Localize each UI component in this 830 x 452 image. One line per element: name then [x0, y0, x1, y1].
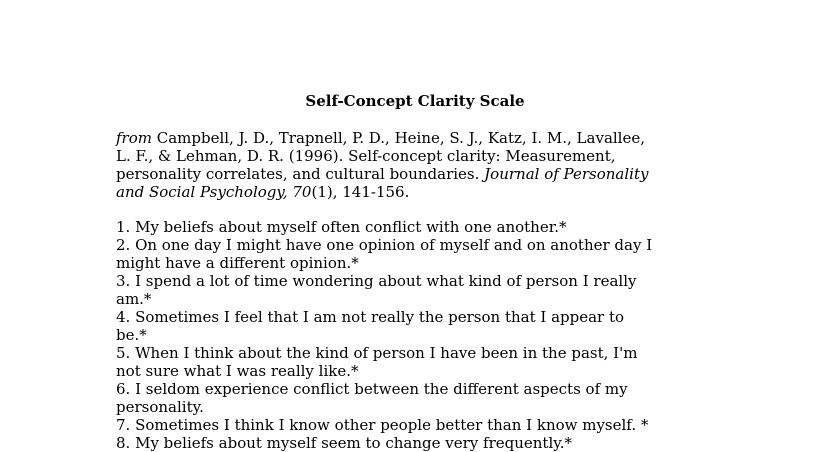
- item-line: be.*: [116, 326, 147, 344]
- item-line: 6. I seldom experience conflict between the different aspects of my: [116, 380, 628, 398]
- item-line: not sure what I was really like.*: [116, 362, 359, 380]
- citation-line-3: [116, 165, 676, 183]
- citation-title-part: personality correlates, and cultural boundaries.: [116, 165, 485, 183]
- citation-line-2: L. F., & Lehman, D. R. (1996). Self-concept clarity: Measurement,: [116, 147, 616, 165]
- item-line: am.*: [116, 290, 152, 308]
- citation-journal-part-1: Journal of Personality: [484, 165, 649, 183]
- item-line: personality.: [116, 398, 204, 416]
- item-line: might have a different opinion.*: [116, 254, 359, 272]
- citation-authors: Campbell, J. D., Trapnell, P. D., Heine, S. J., Katz, I. M., Lavallee,: [151, 129, 645, 147]
- item-line: 3. I spend a lot of time wondering about what kind of person I really: [116, 272, 637, 290]
- item-line: 4. Sometimes I feel that I am not really the person that I appear to: [116, 308, 625, 326]
- item-line: 7. Sometimes I think I know other people better than I know myself. *: [116, 416, 649, 434]
- item-line: 2. On one day I might have one opinion of myself and on another day I: [116, 236, 653, 254]
- citation-from: from: [116, 129, 152, 147]
- scale-items: [116, 218, 676, 452]
- document-title: Self-Concept Clarity Scale: [305, 92, 525, 110]
- citation: [116, 129, 676, 201]
- citation-line-4: [116, 183, 676, 201]
- citation-pages: (1), 141-156.: [311, 183, 410, 201]
- item-line: 8. My beliefs about myself seem to change very frequently.*: [116, 434, 572, 452]
- citation-line-1: [116, 129, 676, 147]
- citation-journal-part-2: and Social Psychology, 70: [116, 183, 312, 201]
- item-line: 5. When I think about the kind of person I have been in the past, I'm: [116, 344, 638, 362]
- item-line: 1. My beliefs about myself often conflict with one another.*: [116, 218, 567, 236]
